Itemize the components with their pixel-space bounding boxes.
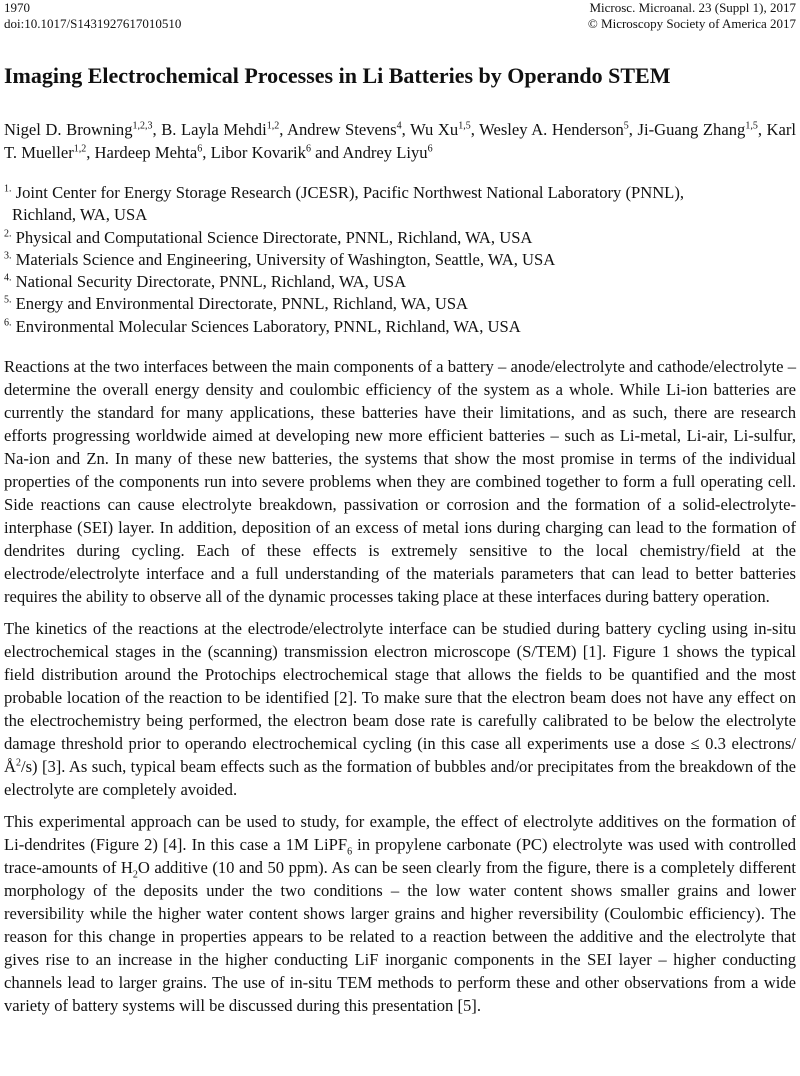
author-affiliation-marker: 1,2 <box>266 120 280 132</box>
author-name: Hardeep Mehta <box>94 143 198 162</box>
author-affiliation-marker: 4 <box>396 120 402 132</box>
author-conjunction: and <box>315 143 340 162</box>
author-name: Wu Xu <box>410 120 459 139</box>
affiliation <box>4 293 796 315</box>
paragraph-2 <box>4 617 796 801</box>
author-name: Andrey Liyu <box>342 143 428 162</box>
author-name: Karl T. Mueller <box>4 120 797 162</box>
affiliation-number: 4. <box>4 272 12 284</box>
affiliation-text: Materials Science and Engineering, University of Washington, Seattle, WA, USA <box>11 249 556 269</box>
author-affiliation-marker: 1,5 <box>458 120 471 132</box>
affiliation-text: Environmental Molecular Sciences Laboratory, PNNL, Richland, WA, USA <box>11 316 521 336</box>
affiliation <box>4 182 796 204</box>
affiliation-number: 5. <box>4 294 12 306</box>
paragraph-2-text-a: The kinetics of the reactions at the electrode/electrolyte interface can be studied during battery cycling using in-situ electrochemical stages in the (scanning) transmission electron microscope (S/TEM) [1]. Figure 1 shows the typical field distribution around the Protochips electrochemical stage that allows the fields to be quantified and the most probable location of the reaction to be identified [2]. To make sure that the electron beam does not have any effect on the electrochemistry being performed, the electron beam dose rate is carefully calibrated to be below the electrolyte damage threshold prior to operando electrochemical cycling (in this case all experiments use a dose ≤ 0.3 electrons/Å <box>4 619 796 776</box>
page-number: 1970 <box>4 0 30 15</box>
author-name: B. Layla Mehdi <box>161 120 267 139</box>
affiliation <box>4 227 796 249</box>
author-list: Nigel D. Browning$^{1,2,3}$, B. Layla Mehdi$^{1,2}$, Andrew Stevens$^4$, Wu Xu$^{1,5}$, Wesley A. Henderson$^5$, Ji-Guang Zhang$^{1,5}$, Karl T. Mueller$^{1,2}$, Hardeep Mehta$^6$, Libor Kovarik$^6$ and Andrey Liyu$^6$ <box>4 120 797 162</box>
author-affiliation-marker: 1,2,3 <box>132 120 153 132</box>
affiliation-number: 1. <box>4 183 12 195</box>
header-left <box>4 0 181 32</box>
paragraph-3-subscript-2: 2 <box>132 869 138 881</box>
affiliation-number: 6. <box>4 317 12 329</box>
doi[interactable]: doi:10.1017/S1431927617010510 <box>4 16 182 31</box>
affiliation-text: National Security Directorate, PNNL, Richland, WA, USA <box>11 272 407 292</box>
author-name: Ji-Guang Zhang <box>637 120 746 139</box>
affiliation <box>4 316 796 338</box>
author-affiliation-marker: 5 <box>623 120 629 132</box>
abstract-body <box>4 355 796 1026</box>
paragraph-1: Reactions at the two interfaces between the main components of a battery – anode/electrolyte and cathode/electrolyte – determine the overall energy density and coulombic efficiency of the system as a whole. While Li-ion batteries are currently the standard for many applications, these batteries have their limitations, and as such, there are research efforts progressing worldwide aimed at developing new more efficient batteries – such as Li-metal, Li-air, Li-sulfur, Na-ion and Zn. In many of these new batteries, the systems that show the most promise in terms of the individual properties of the components run into severe problems when they are combined together to form a full operating cell. Side reactions can cause electrolyte breakdown, passivation or corrosion and the formation of a solid-electrolyte-interphase (SEI) layer. In addition, deposition of an excess of metal ions during charging can lead to the formation of dendrites during cycling. Each of these effects is extremely sensitive to the local chemistry/field at the electrode/electrolyte interface and a full understanding of the materials parameters that can lead to better batteries requires the ability to observe all of the dynamic processes taking place at these interfaces during battery operation. <box>4 357 796 606</box>
affiliation-number: 2. <box>4 228 12 240</box>
author-affiliation-marker: 6 <box>197 143 203 155</box>
author-name: Andrew Stevens <box>287 120 397 139</box>
author-affiliation-marker: 1,5 <box>745 120 758 132</box>
paragraph-2-text-b: /s) [3]. As such, typical beam effects such as the formation of bubbles and/or precipitates from the breakdown of the electrolyte are completely avoided. <box>4 757 796 799</box>
affiliation <box>4 271 796 293</box>
affiliation <box>4 249 796 271</box>
paragraph-3-text-b: in propylene carbonate (PC) electrolyte was used with controlled trace-amounts of H <box>4 835 796 877</box>
paragraph-3 <box>4 810 796 1017</box>
affiliation-text: Physical and Computational Science Directorate, PNNL, Richland, WA, USA <box>11 227 533 247</box>
author-affiliation-marker: 1,2 <box>73 143 87 155</box>
header-right <box>588 0 796 32</box>
copyright: © Microscopy Society of America 2017 <box>587 16 796 31</box>
paragraph-3-text-a: This experimental approach can be used to study, for example, the effect of electrolyte additives on the formation of Li-dendrites (Figure 2) [4]. In this case a 1M LiPF <box>4 812 796 854</box>
author-affiliation-marker: 6 <box>305 143 311 155</box>
paragraph-3-subscript-1: 6 <box>347 846 353 858</box>
affiliation-list <box>4 182 796 338</box>
paragraph-2-superscript: 2 <box>15 757 21 769</box>
affiliation-text: Energy and Environmental Directorate, PNNL, Richland, WA, USA <box>11 294 469 314</box>
author-name: Libor Kovarik <box>210 143 306 162</box>
affiliation-number: 3. <box>4 250 12 262</box>
affiliation-text: Joint Center for Energy Storage Research (JCESR), Pacific Northwest National Laboratory (PNNL), <box>11 183 684 202</box>
affiliation-continuation: Richland, WA, USA <box>12 205 148 225</box>
journal-citation: Microsc. Microanal. 23 (Suppl 1), 2017 <box>589 0 796 15</box>
paper-title: Imaging Electrochemical Processes in Li Batteries by Operando STEM <box>4 63 671 88</box>
author-name: Wesley A. Henderson <box>479 120 624 139</box>
paragraph-3-text-c: O additive (10 and 50 ppm). As can be seen clearly from the figure, there is a completely different morphology of the deposits under the two conditions – the low water content shows smaller grains and lower reversibility while the higher water content shows larger grains and higher reversibility (Coulombic efficiency). The reason for this change in properties appears to be related to a reaction between the additive and the electrolyte that gives rise to an increase in the higher conducting LiF inorganic components in the SEI layer – higher conducting channels lead to larger grains. The use of in-situ TEM methods to perform these and other observations from a wide variety of battery systems will be discussed during this presentation [5]. <box>4 858 796 1015</box>
author-name: Nigel D. Browning <box>4 120 133 139</box>
author-affiliation-marker: 6 <box>427 143 433 155</box>
